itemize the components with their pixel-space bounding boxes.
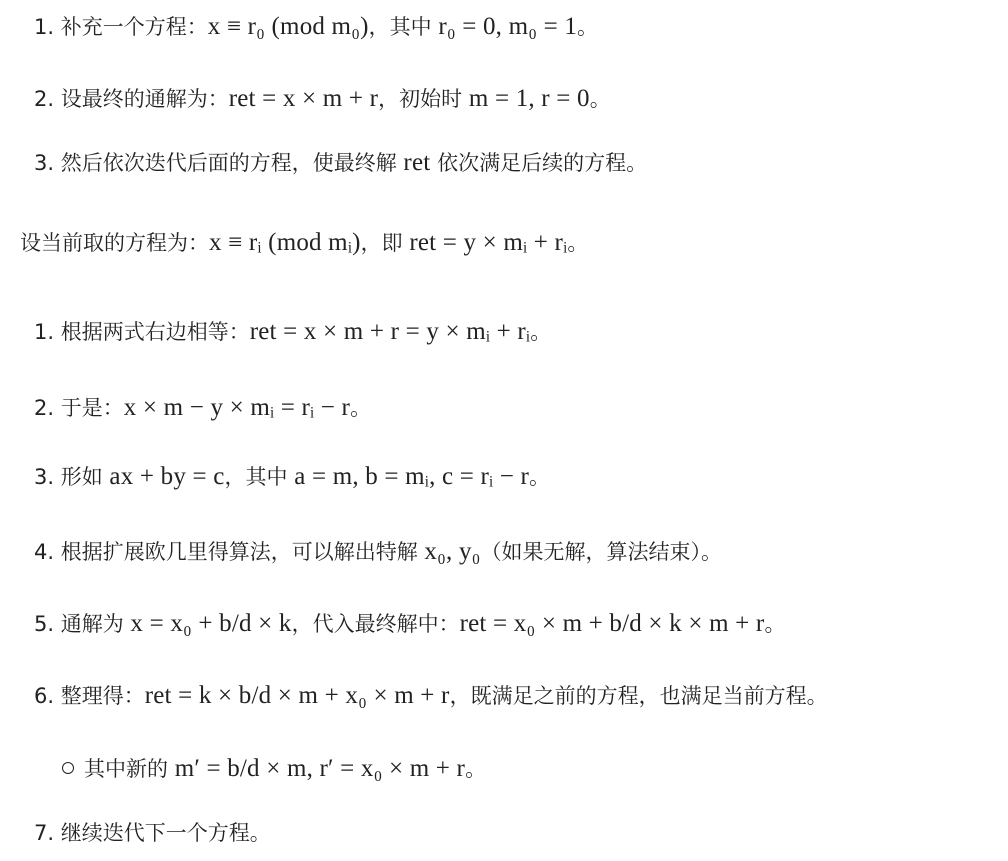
item-text: 通解为 [60, 612, 131, 636]
item-number: 1. [34, 320, 55, 344]
math-expression: x = x₀ + b/d × k [130, 610, 292, 637]
list2-item-3 [34, 462, 550, 492]
item-text-suffix: 。 [465, 757, 487, 781]
item-text-suffix: 。 [350, 396, 372, 420]
item-text: 其中新的 [84, 757, 175, 781]
list1-item-1 [34, 12, 598, 42]
math-expression-2: ret = x₀ × m + b/d × k × m + r [459, 610, 765, 637]
item-text-suffix: 依次满足后续的方程。 [430, 151, 648, 175]
item-text-suffix: ，代入最终解中： [291, 612, 460, 636]
item-end: 。 [589, 87, 611, 111]
item-text: 然后依次迭代后面的方程，使最终解 [60, 151, 404, 175]
item-text: 形如 [60, 465, 110, 489]
math-expression: m′ = b/d × m, r′ = x₀ × m + r [174, 755, 466, 782]
para-end: 。 [567, 231, 589, 255]
item-text: 继续迭代下一个方程。 [60, 821, 271, 845]
item-end: 。 [577, 15, 599, 39]
item-end: 。 [764, 612, 786, 636]
item-text: 设最终的通解为： [60, 87, 229, 111]
para-text: 设当前取的方程为： [20, 231, 209, 255]
math-expression-2: ret = y × mᵢ + rᵢ [409, 229, 568, 256]
item-number: 2. [34, 87, 55, 111]
list1-item-3 [34, 148, 647, 178]
item-number: 2. [34, 396, 55, 420]
item-number: 3. [34, 151, 55, 175]
item-text-suffix: ，初始时 [378, 87, 469, 111]
item-number: 5. [34, 612, 55, 636]
list2-item-1 [34, 317, 551, 347]
list2-item-4 [34, 537, 722, 567]
math-expression-2: r₀ = 0, m₀ = 1 [438, 13, 578, 40]
math-expression: x₀, y₀ [424, 538, 481, 565]
item-text: 于是： [60, 396, 124, 420]
item-number: 3. [34, 465, 55, 489]
list2-item-7 [34, 818, 271, 848]
item-number: 7. [34, 821, 55, 845]
math-expression-2: a = m, b = mᵢ, c = rᵢ − r [294, 463, 530, 490]
item-text: 根据两式右边相等： [60, 320, 250, 344]
item-number: 6. [34, 684, 55, 708]
list1-item-2 [34, 84, 611, 114]
list2-item-5 [34, 609, 785, 639]
paragraph-current-equation [20, 228, 588, 258]
item-text-suffix: ，既满足之前的方程，也满足当前方程。 [449, 684, 828, 708]
list2-subitem [62, 754, 486, 784]
math-expression: ret = x × m + r = y × mᵢ + rᵢ [249, 318, 531, 345]
math-expression-2: m = 1, r = 0 [468, 85, 590, 112]
math-expression: ax + by = c [109, 463, 225, 490]
item-text-suffix: （如果无解，算法结束）。 [480, 540, 723, 564]
item-text: 根据扩展欧几里得算法，可以解出特解 [60, 540, 425, 564]
item-number: 4. [34, 540, 55, 564]
item-end: 。 [529, 465, 551, 489]
math-expression: ret = x × m + r [228, 85, 379, 112]
math-expression: x × m − y × mᵢ = rᵢ − r [123, 394, 351, 421]
item-text: 补充一个方程： [60, 15, 208, 39]
item-text: 整理得： [60, 684, 145, 708]
item-text-suffix: ，其中 [224, 465, 295, 489]
item-text-suffix: ，其中 [368, 15, 439, 39]
item-number: 1. [34, 15, 55, 39]
para-suffix: ，即 [360, 231, 410, 255]
math-expression: x ≡ r₀ (mod m₀) [207, 13, 369, 40]
list2-item-6 [34, 681, 828, 711]
math-expression: ret [403, 149, 431, 176]
bullet-circle-icon [62, 762, 74, 774]
math-expression: x ≡ rᵢ (mod mᵢ) [209, 229, 361, 256]
item-text-suffix: 。 [530, 320, 552, 344]
list2-item-2 [34, 393, 371, 423]
math-expression: ret = k × b/d × m + x₀ × m + r [144, 682, 450, 709]
